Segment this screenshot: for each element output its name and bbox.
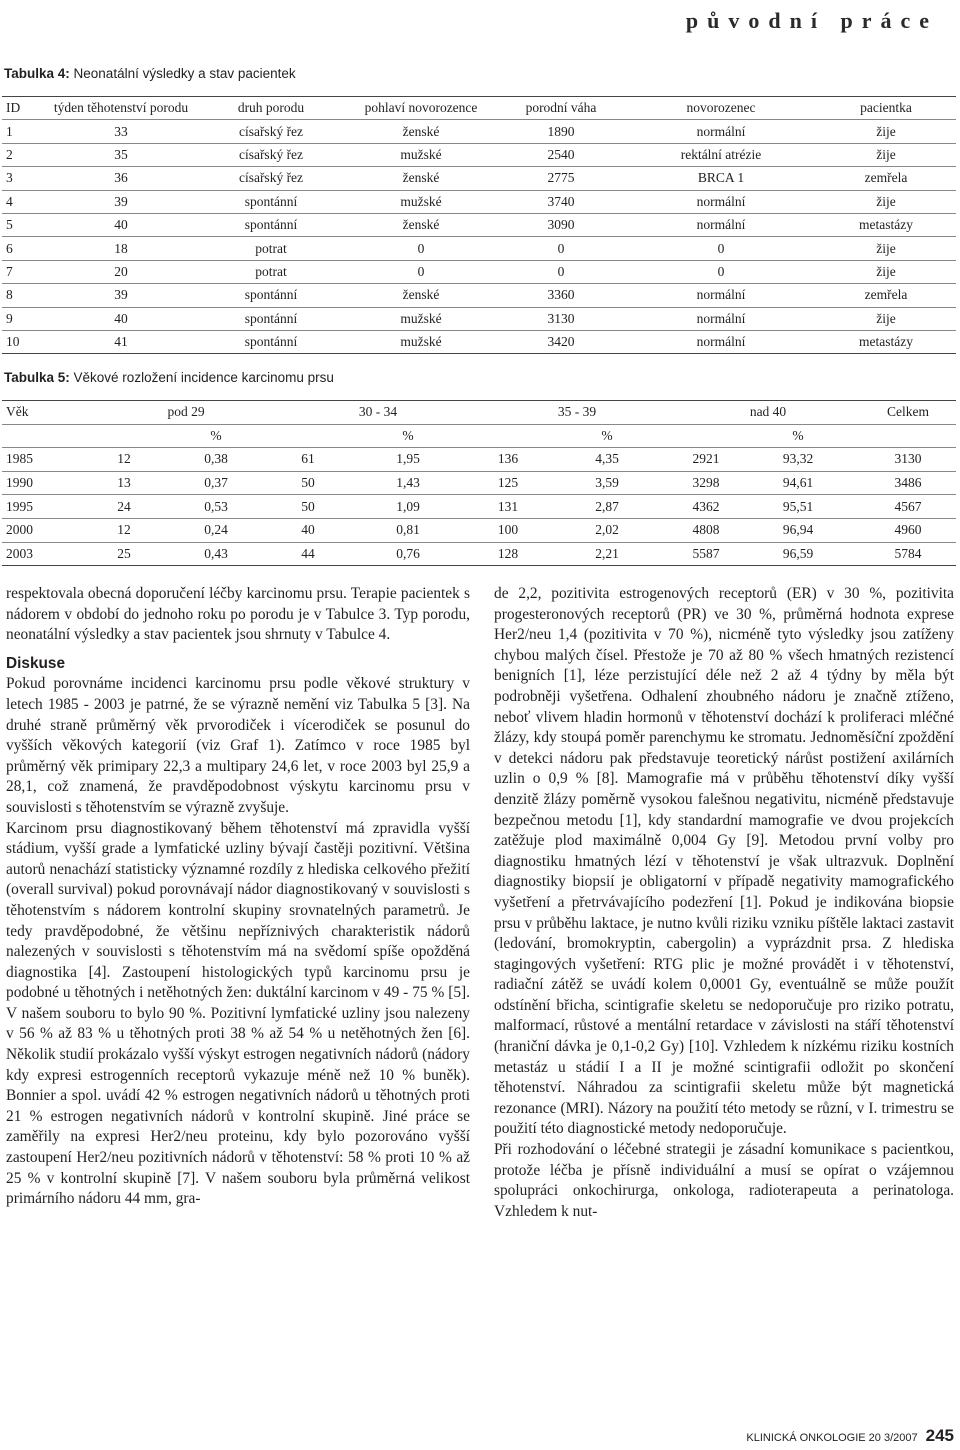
table4-cell: mužské [346, 143, 496, 166]
table5-cell: 4960 [860, 518, 956, 542]
table4-cell: metastázy [816, 213, 956, 236]
table4-cell: 3090 [496, 213, 626, 236]
table4-cell: žije [816, 237, 956, 260]
table4-cell: 4 [2, 190, 46, 213]
table4-header-row [2, 97, 956, 120]
table5-cell: 4567 [860, 495, 956, 519]
table4-cell: 6 [2, 237, 46, 260]
table4-header-cell: druh porodu [196, 97, 346, 120]
table5-cell: 3486 [860, 471, 956, 495]
table4-cell: ženské [346, 167, 496, 190]
table4-cell: potrat [196, 260, 346, 283]
table4-cell: 2540 [496, 143, 626, 166]
table5-cell: 0,43 [154, 542, 278, 566]
table5-header-cell: pod 29 [94, 401, 278, 425]
section-title: původní práce [685, 8, 938, 33]
table5-subheader-cell: % [736, 424, 860, 448]
table5-subheader-cell [94, 424, 154, 448]
table5-subheader-cell [478, 424, 538, 448]
table4-cell: 3740 [496, 190, 626, 213]
table-row [2, 143, 956, 166]
right-column [494, 584, 954, 1222]
table4-header-cell: porodní váha [496, 97, 626, 120]
table5-cell: 12 [94, 518, 154, 542]
table4-cell: 5 [2, 213, 46, 236]
table4-cell: 3420 [496, 330, 626, 353]
table5-cell: 4362 [676, 495, 736, 519]
table4-cell: 0 [496, 260, 626, 283]
table4-cell: 20 [46, 260, 196, 283]
table5-cell: 50 [278, 495, 338, 519]
table4-cell: 10 [2, 330, 46, 353]
table5-cell: 125 [478, 471, 538, 495]
table-row [2, 330, 956, 353]
table5-header-cell: nad 40 [676, 401, 860, 425]
table4-cell: rektální atrézie [626, 143, 816, 166]
table-row [2, 120, 956, 143]
table4-cell: 3130 [496, 307, 626, 330]
table5 [2, 400, 956, 566]
table5-subheader-cell [278, 424, 338, 448]
table4-cell: 7 [2, 260, 46, 283]
table5-cell: 2,87 [538, 495, 676, 519]
table5-cell: 128 [478, 542, 538, 566]
table5-cell: 0,53 [154, 495, 278, 519]
table4-cell: spontánní [196, 213, 346, 236]
table4-header-cell: týden těhotenství porodu [46, 97, 196, 120]
table4-cell: zemřela [816, 167, 956, 190]
table-row [2, 190, 956, 213]
intro-paragraph: respektovala obecná doporučení léčby karcinomu prsu. Terapie pacientek s nádorem v období do jednoho roku po porodu je v Tabulce 3. Typ porodu, neonatální výsledky a stav pacientek jsou shrnuty v Tabulce 4. [6, 585, 470, 644]
table5-cell: 136 [478, 448, 538, 472]
table5-cell: 50 [278, 471, 338, 495]
table4-cell: 0 [626, 237, 816, 260]
table5-cell: 2003 [2, 542, 94, 566]
table4-header-cell: novorozenec [626, 97, 816, 120]
table4-cell: žije [816, 260, 956, 283]
table-row [2, 495, 956, 519]
table4-cell: žije [816, 190, 956, 213]
table5-subheader-cell [676, 424, 736, 448]
table-row [2, 471, 956, 495]
table4-cell: 9 [2, 307, 46, 330]
page-number: 245 [925, 1426, 954, 1445]
table5-cell: 12 [94, 448, 154, 472]
table4-cell: normální [626, 190, 816, 213]
table5-cell: 40 [278, 518, 338, 542]
table5-subheader-cell [860, 424, 956, 448]
table4-cell: spontánní [196, 190, 346, 213]
table5-subheader-cell: % [538, 424, 676, 448]
table4-cell: mužské [346, 330, 496, 353]
table5-subheader-cell: % [338, 424, 478, 448]
table4-cell: 41 [46, 330, 196, 353]
table5-cell: 95,51 [736, 495, 860, 519]
table-row [2, 284, 956, 307]
table4-cell: 39 [46, 284, 196, 307]
table4-cell: císařský řez [196, 167, 346, 190]
table5-cell: 3130 [860, 448, 956, 472]
table4-cell: 33 [46, 120, 196, 143]
table4-caption-label: Tabulka 4: [4, 66, 70, 81]
table5-subheader-row [2, 424, 956, 448]
table4-cell: spontánní [196, 284, 346, 307]
table4-cell: 0 [496, 237, 626, 260]
table4-cell: spontánní [196, 307, 346, 330]
table4-header-cell: pohlaví novorozence [346, 97, 496, 120]
table5-cell: 1985 [2, 448, 94, 472]
table5-cell: 1990 [2, 471, 94, 495]
table4-cell: ženské [346, 120, 496, 143]
table5-cell: 5587 [676, 542, 736, 566]
table4-caption [4, 66, 296, 81]
table5-header-cell: 35 - 39 [478, 401, 676, 425]
journal-name: KLINICKÁ ONKOLOGIE 20 3/2007 [746, 1432, 918, 1444]
table-row [2, 167, 956, 190]
table5-cell: 2921 [676, 448, 736, 472]
table4-header-cell: ID [2, 97, 46, 120]
table5-subheader-cell [2, 424, 94, 448]
table4-cell: 2 [2, 143, 46, 166]
table5-cell: 96,59 [736, 542, 860, 566]
table4-cell: mužské [346, 307, 496, 330]
table5-cell: 25 [94, 542, 154, 566]
table5-cell: 94,61 [736, 471, 860, 495]
table5-cell: 13 [94, 471, 154, 495]
table4-cell: 3360 [496, 284, 626, 307]
table4-cell: 0 [626, 260, 816, 283]
table4-cell: 36 [46, 167, 196, 190]
table4-cell: 35 [46, 143, 196, 166]
table5-cell: 0,24 [154, 518, 278, 542]
table5-cell: 0,76 [338, 542, 478, 566]
table4-cell: 3 [2, 167, 46, 190]
table5-cell: 0,81 [338, 518, 478, 542]
table4-cell: 8 [2, 284, 46, 307]
table4-cell: 0 [346, 237, 496, 260]
right-paragraph-2: Při rozhodování o léčebné strategii je zásadní komunikace s pacientkou, protože léčba je přísně individuální a musí se opírat o vzájemnou spolupráci onkochirurga, onkologa, radioterapeuta a perinatologa. Vzhledem k nut- [494, 1141, 954, 1220]
table4-caption-text: Neonatální výsledky a stav pacientek [69, 66, 296, 81]
table4-cell: normální [626, 330, 816, 353]
table4-cell: 1 [2, 120, 46, 143]
table5-cell: 1,95 [338, 448, 478, 472]
table5-cell: 0,37 [154, 471, 278, 495]
table4-header-cell: pacientka [816, 97, 956, 120]
table5-cell: 24 [94, 495, 154, 519]
table4-cell: ženské [346, 213, 496, 236]
table4-cell: 18 [46, 237, 196, 260]
table5-cell: 4,35 [538, 448, 676, 472]
table4-cell: 40 [46, 307, 196, 330]
table5-cell: 1995 [2, 495, 94, 519]
table5-cell: 93,32 [736, 448, 860, 472]
table4-cell: ženské [346, 284, 496, 307]
table4-cell: žije [816, 307, 956, 330]
left-column [6, 584, 470, 1210]
table4-cell: normální [626, 120, 816, 143]
table-row [2, 542, 956, 566]
table5-header-cell: 30 - 34 [278, 401, 478, 425]
table5-header-cell: Celkem [860, 401, 956, 425]
table-row [2, 213, 956, 236]
table4-cell: metastázy [816, 330, 956, 353]
table-row [2, 307, 956, 330]
table5-cell: 2,21 [538, 542, 676, 566]
table4-cell: potrat [196, 237, 346, 260]
table4-cell: normální [626, 284, 816, 307]
table4-cell: 39 [46, 190, 196, 213]
table5-cell: 0,38 [154, 448, 278, 472]
table5-cell: 3298 [676, 471, 736, 495]
right-paragraph-1: de 2,2, pozitivita estrogenových receptorů (ER) v 30 %, pozitivita progesteronových receptorů (PR) ve 30 %, průměrná hodnota exprese Her2/neu 1,4 (pozitivita v 70 %), nicméně tyto výsledky jsou zatíženy chybou malých čísel. Přestože je 70 až 80 % všech hmatných rezistencí benigních [1], léze perzistující déle než 2 až 4 týdny by měla být podrobněji vyšetřena. Odhalení zhoubného nádoru je značně ztíženo, neboť vlivem hladin hormonů v těhotenství dochází k proliferaci mléčné žlázy, kdy stoupá poměr parenchymu ke stromatu. Jednoměsíční zpoždění v detekci nádoru pak představuje teoretický nárůst postižení axilárních uzlin o 0,9 % [8]. Mamografie má v průběhu těhotenství díky vyšší denzitě žlázy poměrně vysokou falešnou negativitu, nicméně představuje bezpečnou metodu [1], kdy standardní mamografie ve dvou projekcích zatěžuje plod maximálně 0,004 Gy [9]. Metodou první volby pro diagnostiku hmatných lézí v těhotenství je však ultrazvuk. Doplnění diagnostiky biopsií je obligatorní v případě negativity mamografického vyšetření a přetrvávajícího podezření [1]. Pokud je indikována biopsie prsu v průběhu laktace, je nutno kvůli riziku vzniku píštěle laktaci zastavit (ledování, bromokryptin, cabergolin) a vyprázdnit prsa. Z hlediska stagingových vyšetření: RTG plic je možné provádět i v těhotenství, radiační zátěž se uvádí kolem 0,0001 Gy, eventuálně se může použít odstínění břicha, scintigrafie skeletu se nedoporučuje pro riziko potratu, malformací, růstové a mentální retardace v závislosti na stáří těhotenství (hraniční dávka je 0,1-0,2 Gy) [10]. Vzhledem k nízkému riziku kostních metastáz u stádií I a II je možné scintigrafii odložit po skončení těhotenství. Náhradou za scintigrafii skeletu může být magnetická rezonance (MRI). Názory na použití této metody se různí, v I. trimestru se použití této diagnostické metody nedoporučuje. [494, 585, 954, 1138]
table4-cell: 0 [346, 260, 496, 283]
table5-cell: 44 [278, 542, 338, 566]
table5-header-cell: Věk [2, 401, 94, 425]
table5-cell: 2,02 [538, 518, 676, 542]
table-row [2, 260, 956, 283]
table5-cell: 3,59 [538, 471, 676, 495]
table4-cell: 1890 [496, 120, 626, 143]
discussion-heading: Diskuse [6, 654, 66, 672]
table4-cell: mužské [346, 190, 496, 213]
table5-cell: 2000 [2, 518, 94, 542]
table4-cell: BRCA 1 [626, 167, 816, 190]
table5-cell: 96,94 [736, 518, 860, 542]
table4-cell: žije [816, 143, 956, 166]
table5-cell: 5784 [860, 542, 956, 566]
table5-subheader-cell: % [154, 424, 278, 448]
table5-cell: 100 [478, 518, 538, 542]
discussion-paragraph-2: Karcinom prsu diagnostikovaný během těhotenství má zpravidla vyšší stádium, vyšší grade a lymfatické uzliny bývají častěji pozitivní. Většina autorů nenachází statisticky významné rozdíly z hlediska celkového přežití (overall survival) pokud porovnávají nádor diagnostikovaný v souvislosti s těhotenstvím s nádorem kontrolní skupiny srovnatelných parametrů. Je tedy pravděpodobné, že většinu nepříznivých charakteristik nádorů nalezených v souvislosti s těhotenstvím má na svědomí spíše opožděná diagnostika [4]. Zastoupení histologických typů karcinomu prsu je podobné u těhotných i netěhotných žen: duktální karcinom v 49 - 75 % [5]. V našem souboru to bylo 90 %. Pozitivní lymfatické uzliny jsou nalezeny v 56 % až 83 % u těhotných proti 38 % až 54 % u netěhotných žen [6]. Několik studií prokázalo vyšší výskyt estrogen negativních nádorů (nádory kdy expresi estrogenních receptorů vykazuje méně než 10 % buněk). Bonnier a spol. uvádí 42 % estrogen negativních nádorů u těhotných proti 21 % estrogen negativních nádorů v kontrolní skupině. Jiné práce se zaměřily na expresi Her2/neu proteinu, kdy bylo pozorováno vyšší zastoupení Her2/neu pozitivních nádorů v těhotenství: 58 % proti 10 % až 25 % v kontrolní skupině [7]. V našem souboru byla průměrná velikost primárního nádoru 44 mm, gra- [6, 819, 470, 1208]
table5-caption-text: Věkové rozložení incidence karcinomu prsu [69, 370, 334, 385]
table5-cell: 1,09 [338, 495, 478, 519]
table4-cell: císařský řez [196, 143, 346, 166]
table4-cell: zemřela [816, 284, 956, 307]
table4 [2, 96, 956, 354]
page-footer [746, 1426, 954, 1446]
table5-caption-label: Tabulka 5: [4, 370, 70, 385]
table4-cell: spontánní [196, 330, 346, 353]
table4-cell: 40 [46, 213, 196, 236]
table4-cell: 2775 [496, 167, 626, 190]
table-row [2, 237, 956, 260]
table4-cell: císařský řez [196, 120, 346, 143]
table5-cell: 4808 [676, 518, 736, 542]
table5-cell: 131 [478, 495, 538, 519]
table-row [2, 448, 956, 472]
discussion-paragraph-1: Pokud porovnáme incidenci karcinomu prsu podle věkové struktury v letech 1985 - 2003 je patrné, že se výrazně nemění viz Tabulka 5 [3]. Na druhé straně průměrný věk prvorodiček i vícerodiček se posunul do vyšších věkových kategorií (viz Graf 1). Zatímco v roce 1985 byl průměrný věk primipary 22,3 a multipary 24,6 let, v roce 2003 byl 25,9 a 28,1, což znamená, že pravděpodobnost výskytu karcinomu prsu v souvislosti s těhotenstvím se výrazně zvyšuje. [6, 675, 470, 816]
table5-caption [4, 370, 334, 385]
table5-header-row [2, 401, 956, 425]
table4-cell: normální [626, 307, 816, 330]
table4-cell: normální [626, 213, 816, 236]
table4-cell: žije [816, 120, 956, 143]
table5-cell: 61 [278, 448, 338, 472]
table5-cell: 1,43 [338, 471, 478, 495]
table-row [2, 518, 956, 542]
